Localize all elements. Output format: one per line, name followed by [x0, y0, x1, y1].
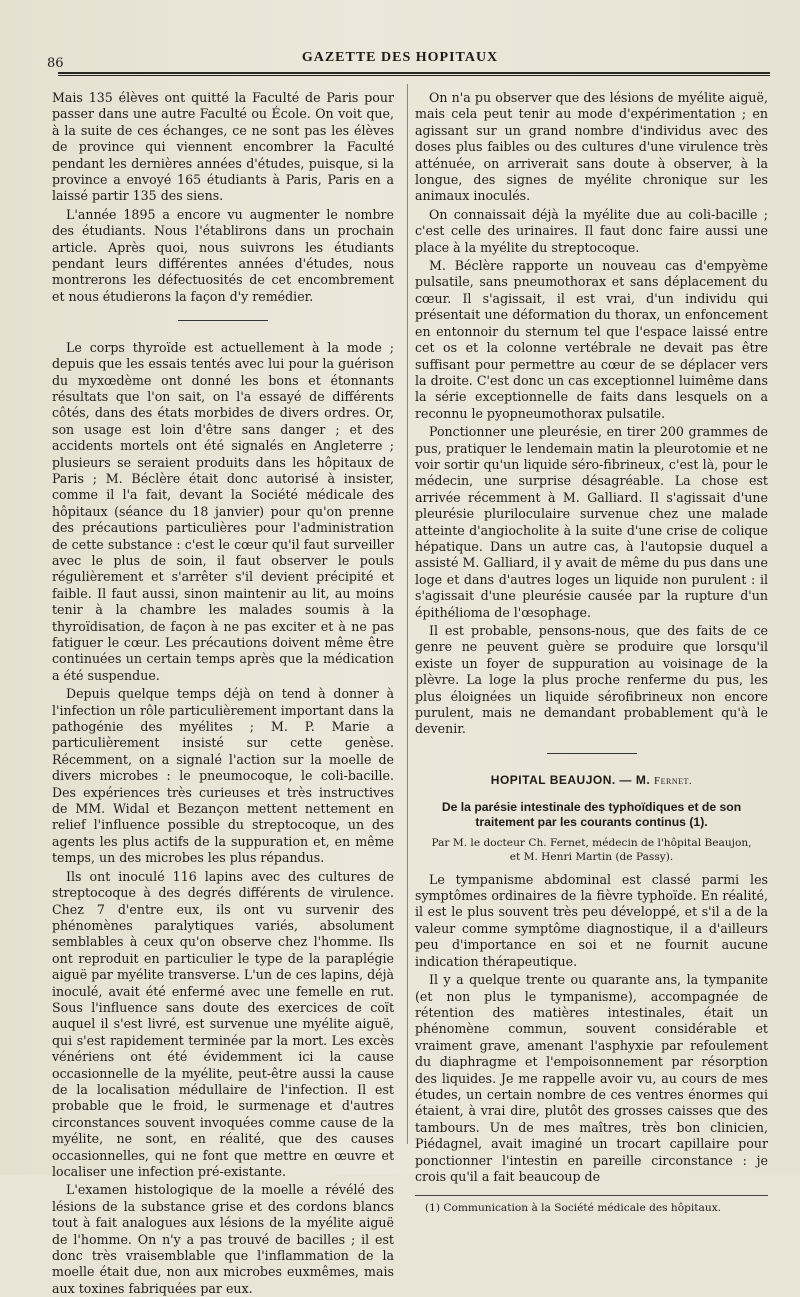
- section-separator: [415, 746, 768, 762]
- byline-line: Par M. le docteur Ch. Fernet, médecin de l'hôpital Beaujon,: [431, 836, 752, 849]
- paragraph: On connaissait déjà la myélite due au coli-bacille ; c'est celle des urinaires. Il faut donc faire aussi une place à la myélite du streptocoque.: [415, 206, 768, 255]
- section-author: Fernet.: [654, 775, 693, 788]
- paragraph: M. Béclère rapporte un nouveau cas d'empyème pulsatile, sans pneumothorax et sans déplacement du cœur. Il s'agissait, il est vrai, d'un individu qui présentait une déformation du thorax, un enfoncement en entonnoir du sternum tel que l'espace laissé entre cet os et la colonne vertébrale ne devait pas être suffisant pour permettre au cœur de se déplacer vers la droite. C'est donc un cas exceptionnel luimême dans la série exceptionnelle de faits dans lesquels on a reconnu le pyopneumothorax pulsatile.: [415, 258, 768, 421]
- paragraph: Ils ont inoculé 116 lapins avec des cultures de streptocoque à des degrés différents de virulence. Chez 7 d'entre eux, ils ont vu survenir des phénomènes paralytiques variés, absolument semblables à ceux qu'on observe chez l'homme. Ils ont reproduit en particulier le type de la paraplégie aiguë par myélite transverse. L'un de ces lapins, déjà inoculé, avait été enfermé avec une femelle en rut. Sous l'influence sans doute des exercices de coït auquel il s'est livré, est survenue une myélite aiguë, qui s'est rapidement terminée par la mort. Les excès vénériens ont été évidemment ici la cause occasionnelle de la myélite, peut-être aussi la cause de la localisation médullaire de l'infection. Il est probable que le froid, le surmenage et d'autres circonstances souvent invoquées comme cause de la myélite, ne sont, en réalité, que des causes occasionnelles, qui ne font que mettre en œuvre et localiser une infection pré-existante.: [52, 868, 394, 1179]
- paragraph: Il y a quelque trente ou quarante ans, la tympanite (et non plus le tympanisme), accompagnée de rétention des matières intestinales, était un phénomène commun, souvent considérable et vraiment grave, amenant l'asphyxie par refoulement du diaphragme et l'empoisonnement par résorption des liquides. Je me rappelle avoir vu, au cours de mes études, un certain nombre de ces ventres énormes qui étaient, à vrai dire, plutôt des grosses caisses que des tambours. Un de mes maîtres, très bon clinicien, Piédagnel, avait imaginé un trocart capillaire pour ponctionner l'intestin en pareille circonstance : je crois qu'il a fait beaucoup de: [415, 972, 768, 1184]
- journal-title: GAZETTE DES HOPITAUX: [301, 50, 499, 65]
- paragraph: Le tympanisme abdominal est classé parmi les symptômes ordinaires de la fièvre typhoïde. En réalité, il est le plus souvent très peu développé, et s'il a de la valeur comme symptôme diagnostique, il a d'ailleurs peu d'importance en soi et ne fournit aucune indication thérapeutique.: [415, 871, 768, 969]
- paragraph: Mais 135 élèves ont quitté la Faculté de Paris pour passer dans une autre Faculté ou École. On voit que, à la suite de ces échanges, ce ne sont pas les élèves de province qui viennent encombrer la Faculté pendant les dernières années d'études, puisque, si la province a envoyé 165 étudiants à Paris, Paris en a laissé partir 135 des siens.: [52, 90, 394, 204]
- section-title: HOPITAL BEAUJON. — M.: [490, 773, 655, 788]
- left-column: [52, 90, 394, 1296]
- paragraph: Ponctionner une pleurésie, en tirer 200 grammes de pus, pratiquer le lendemain matin la pleurotomie et ne voir sortir qu'un liquide séro-fibrineux, c'est là, pour le médecin, une surprise désagréable. La chose est arrivée récemment à M. Galliard. Il s'agissait d'une pleurésie pluriloculaire survenue chez une malade atteinte d'angiocholite à la suite d'une crise de colique hépatique. Dans un autre cas, à l'autopsie duquel a assisté M. Galliard, il y avait de même du pus dans une loge et dans d'autres loges un liquide non purulent : il s'agissait d'une pleurésie causée par la rupture d'un épithélioma de l'œsophage.: [415, 424, 768, 620]
- paragraph: L'examen histologique de la moelle a révélé des lésions de la substance grise et des cordons blancs tout à fait analogues aux lésions de la myélite aiguë de l'homme. On n'y a pas trouvé de bacilles ; il est donc très vraisemblable que l'inflammation de la moelle était due, non aux microbes euxmêmes, mais aux toxines fabriquées par eux.: [52, 1182, 394, 1296]
- footnote: (1) Communication à la Société médicale des hôpitaux.: [425, 1202, 722, 1215]
- section-heading: [415, 772, 768, 789]
- paragraph: L'année 1895 a encore vu augmenter le nombre des étudiants. Nous l'établirons dans un prochain article. Après quoi, nous suivrons les étudiants pendant leurs différentes années d'études, nous montrerons les défectuosités de cet encombrement et nous étudierons la façon d'y remédier.: [52, 206, 394, 304]
- column-divider: [407, 84, 408, 1144]
- paragraph: Il est probable, pensons-nous, que des faits de ce genre ne peuvent guère se produire que lorsqu'il existe un foyer de suppuration au voisinage de la plèvre. La loge la plus proche renferme du pus, les plus éloignées un liquide sérofibrineux non encore purulent, mais ne demandant probablement qu'à le devenir.: [415, 623, 768, 737]
- footnote-rule: [415, 1195, 768, 1196]
- header-rule: [58, 72, 770, 76]
- byline-line: et M. Henri Martin (de Passy).: [509, 850, 674, 863]
- section-separator: [52, 313, 394, 329]
- page-number: 86: [47, 56, 64, 71]
- right-column: [415, 90, 768, 1215]
- paragraph: Le corps thyroïde est actuellement à la mode ; depuis que les essais tentés avec lui pour la guérison du myxœdème ont donné les bons et étonnants résultats que l'on sait, on l'a essayé de différents côtés, dans des états morbides de divers ordres. Or, son usage est loin d'être sans danger ; et des accidents mortels ont été signalés en Angleterre ; plusieurs se seraient produits dans les hôpitaux de Paris ; M. Béclère était donc autorisé à insister, comme il l'a fait, devant la Société médicale des hôpitaux (séance du 18 janvier) pour qu'on prenne des précautions particulières pour l'administration de cette substance : c'est le cœur qu'il faut surveiller avec le plus de soin, il faut observer le pouls régulièrement et s'arrêter s'il devient précipité et faible. Il faut aussi, sinon maintenir au lit, au moins tenir à la chambre les malades soumis à la thyroïdisation, de façon à ne pas exciter et à ne pas fatiguer le cœur. Les précautions doivent même être continuées un certain temps après que la médication a été suspendue.: [52, 339, 394, 683]
- paragraph: Depuis quelque temps déjà on tend à donner à l'infection un rôle particulièrement important dans la pathogénie des myélites ; M. P. Marie a particulièrement insisté sur cette genèse. Récemment, on a signalé l'action sur la moelle de divers microbes : le pneumocoque, le coli-bacille. Des expériences très curieuses et très instructives de MM. Widal et Bezançon mettent nettement en relief l'influence possible du streptocoque, un des agents les plus actifs de la suppuration et, en même temps, un des microbes les plus répandus.: [52, 686, 394, 866]
- byline: [415, 836, 768, 864]
- paragraph: On n'a pu observer que des lésions de myélite aiguë, mais cela peut tenir au mode d'expérimentation ; en agissant sur un grand nombre d'individus avec des doses plus faibles ou des cultures d'une virulence très atténuée, on arriverait sans doute à observer, à la longue, des signes de myélite chronique sur les animaux inoculés.: [415, 90, 768, 204]
- article-title: De la parésie intestinale des typhoïdiques et de son traitement par les courants continus (1).: [441, 799, 742, 829]
- page-header: [0, 46, 800, 70]
